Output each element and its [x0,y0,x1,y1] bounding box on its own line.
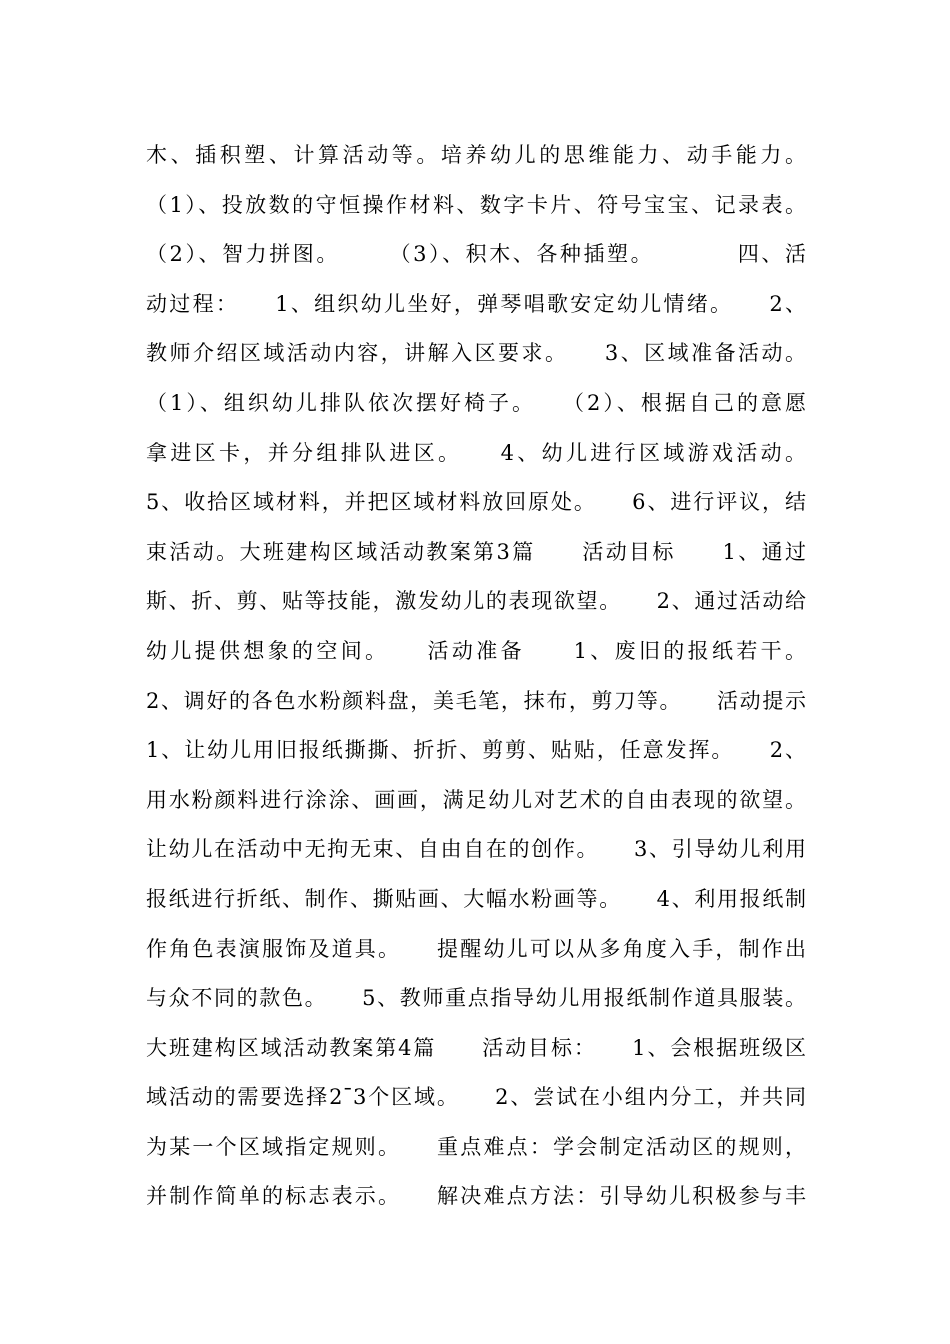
text-line: 用水粉颜料进行涂涂、画画，满足幼儿对艺术的自由表现的欲望。 [146,787,806,812]
text-line: 斯、折、剪、贴等技能，激发幼儿的表现欲望。 2、通过活动给 [146,589,806,614]
text-line: 为某一个区域指定规则。 重点难点：学会制定活动区的规则， [146,1134,806,1159]
text-line: 大班建构区域活动教案第4篇 活动目标： 1、会根据班级区 [146,1035,806,1060]
text-line: 域活动的需要选择2ˉ3个区域。 2、尝试在小组内分工，并共同 [146,1085,806,1110]
text-line: （1）、组织幼儿排队依次摆好椅子。 （2）、根据自己的意愿 [146,390,806,415]
text-line: 动过程： 1、组织幼儿坐好，弹琴唱歌安定幼儿情绪。 2、 [146,291,806,316]
text-line: 木、插积塑、计算活动等。培养幼儿的思维能力、动手能力。 [146,143,806,167]
body-text [146,131,806,1222]
text-line: 2、调好的各色水粉颜料盘，美毛笔，抹布，剪刀等。 活动提示 [146,688,806,713]
text-line: 5、收拾区域材料，并把区域材料放回原处。 6、进行评议，结 [146,490,806,515]
text-line: 1、让幼儿用旧报纸撕撕、折折、剪剪、贴贴，任意发挥。 2、 [146,738,806,763]
text-line: 幼儿提供想象的空间。 活动准备 1、废旧的报纸若干。 [146,638,806,663]
text-line: 拿进区卡，并分组排队进区。 4、幼儿进行区域游戏活动。 [146,440,806,465]
text-line: （1）、投放数的守恒操作材料、数字卡片、符号宝宝、记录表。 [146,192,806,217]
text-line: （2）、智力拼图。 （3）、积木、各种插塑。 四、活 [146,242,806,267]
text-line: 教师介绍区域活动内容，讲解入区要求。 3、区域准备活动。 [146,341,806,366]
text-line: 让幼儿在活动中无拘无束、自由自在的创作。 3、引导幼儿利用 [146,837,806,862]
text-line: 束活动。大班建构区域活动教案第3篇 活动目标 1、通过 [146,539,806,564]
text-line: 与众不同的款色。 5、教师重点指导幼儿用报纸制作道具服装。 [146,986,806,1011]
text-line: 报纸进行折纸、制作、撕贴画、大幅水粉画等。 4、利用报纸制 [146,886,806,911]
text-line: 并制作简单的标志表示。 解决难点方法：引导幼儿积极参与丰 [146,1184,806,1209]
text-line: 作角色表演服饰及道具。 提醒幼儿可以从多角度入手，制作出 [146,936,806,961]
